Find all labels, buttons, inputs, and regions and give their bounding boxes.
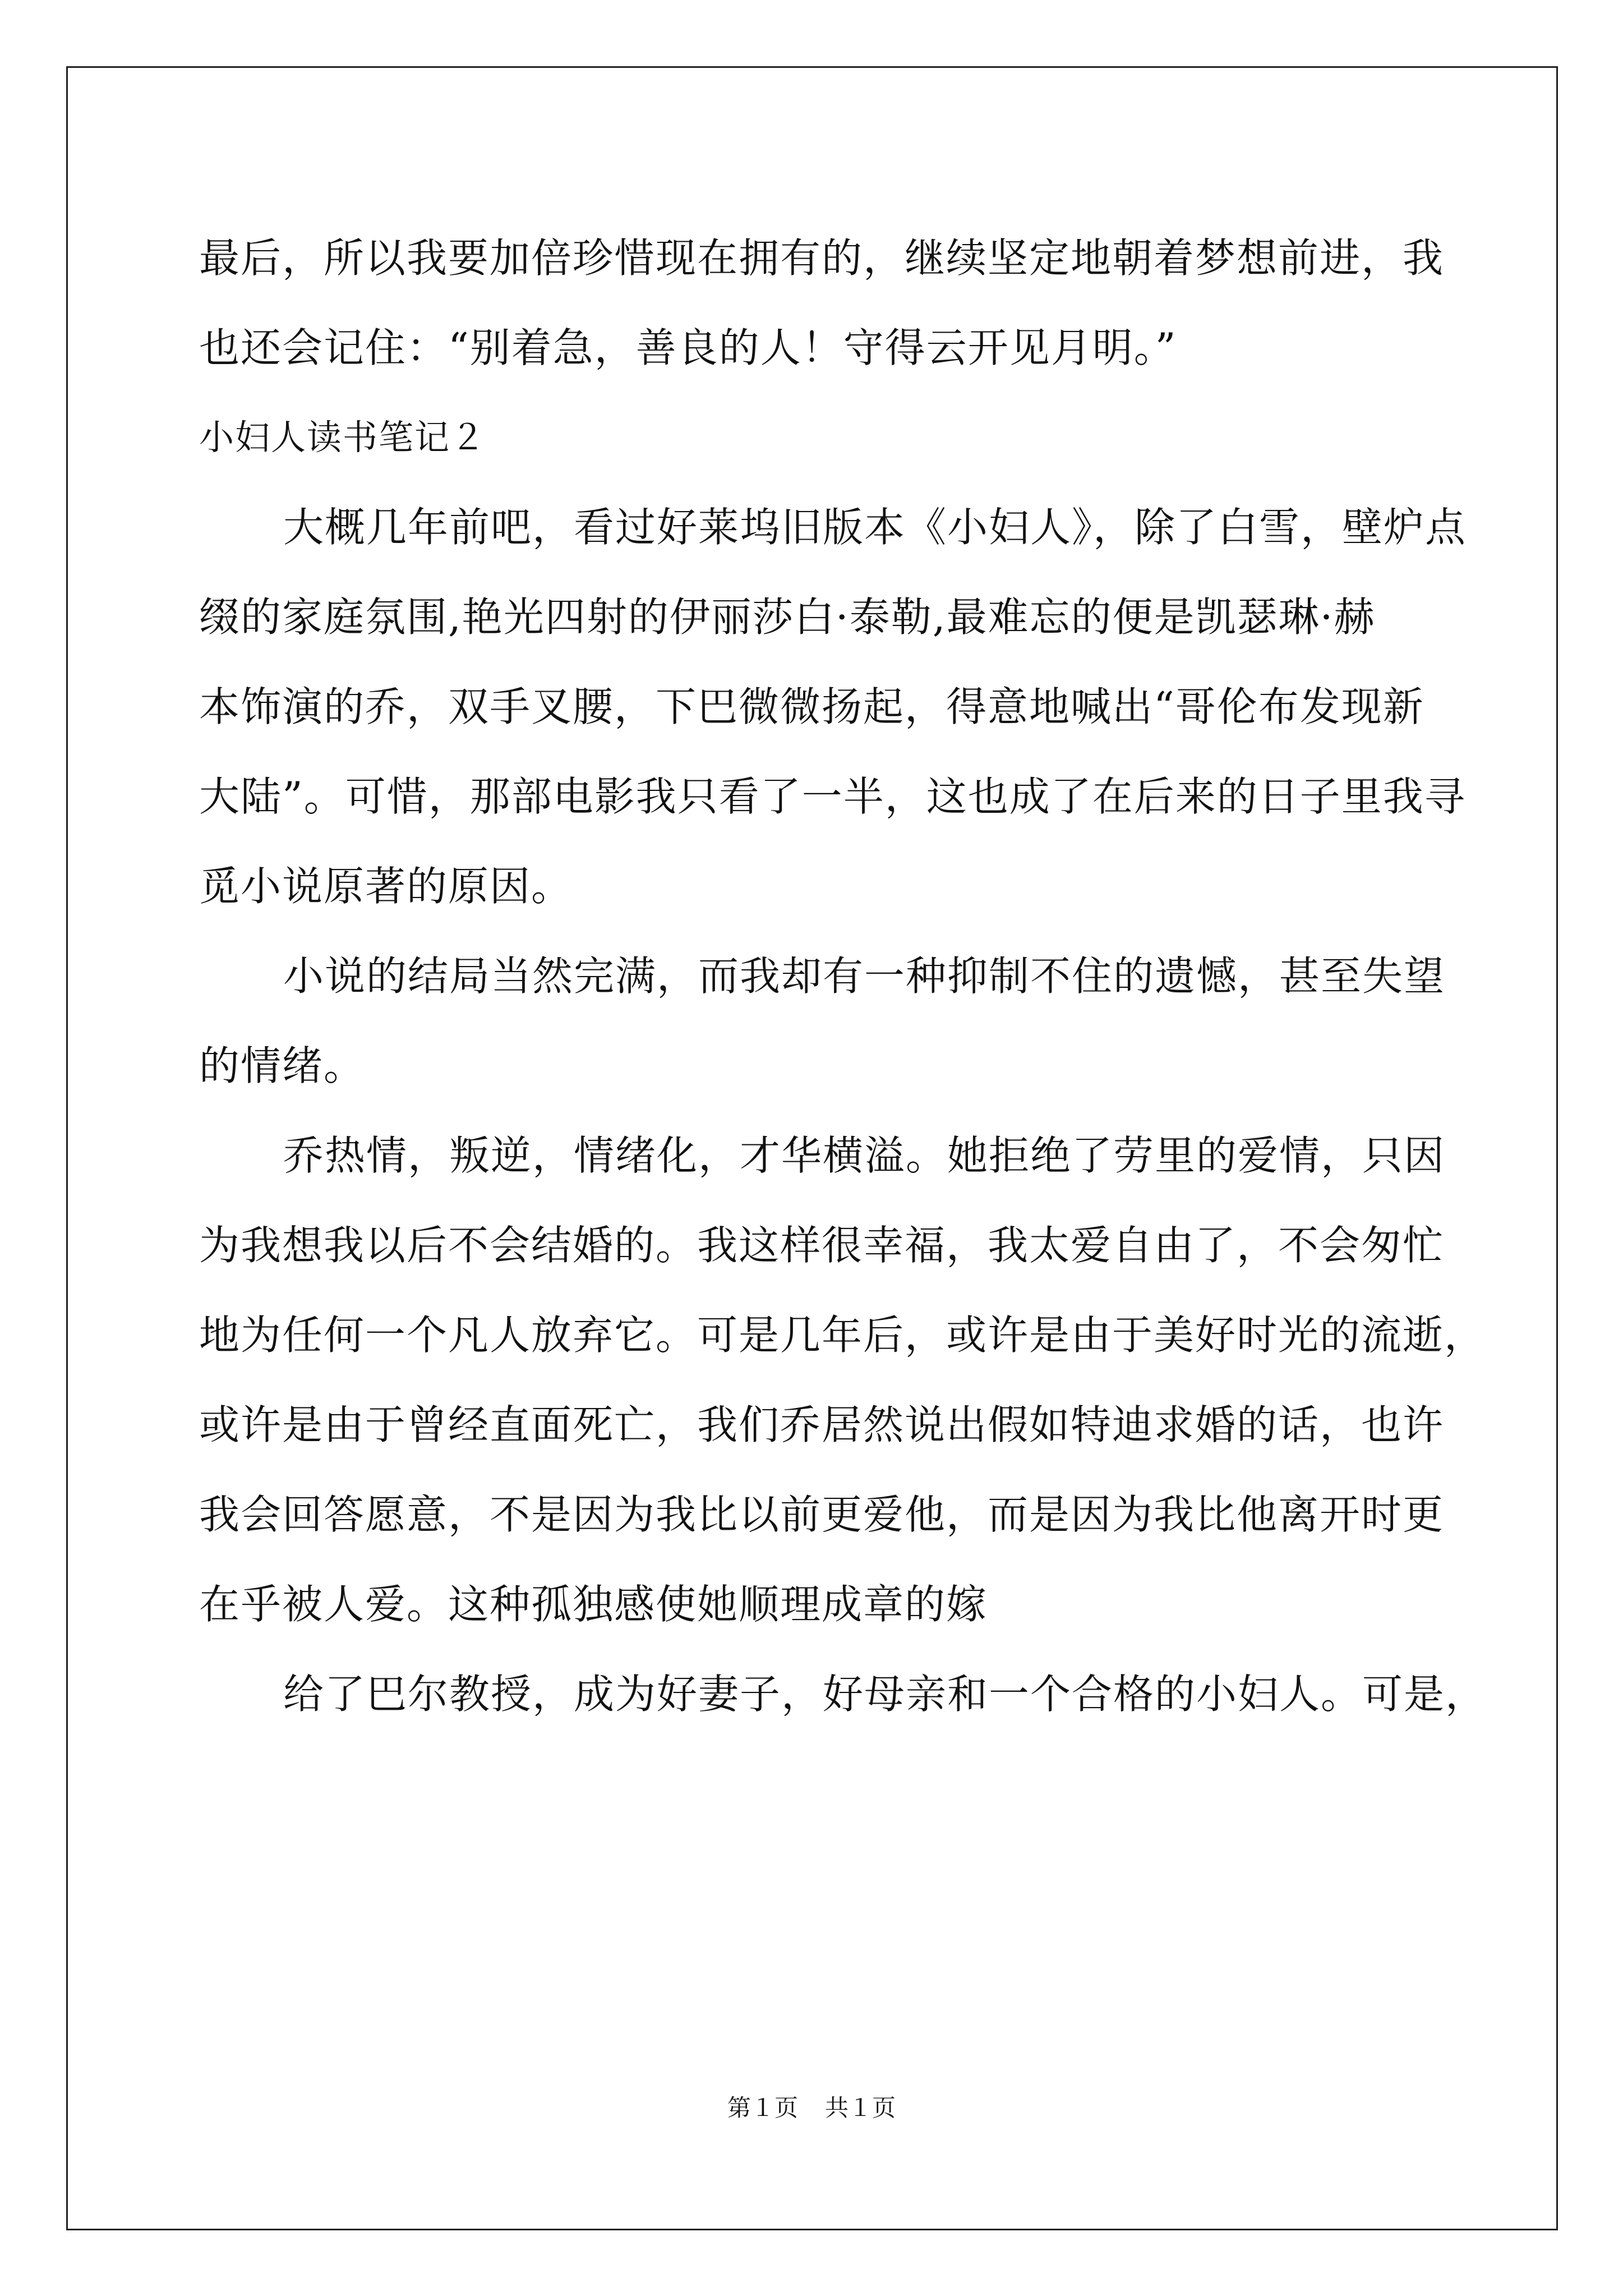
text-line-4: 大概几年前吧，看过好莱坞旧版本《小妇人》，除了白雪，壁炉点	[283, 504, 1467, 551]
text-line-12: 为我想我以后不会结婚的。我这样很幸福，我太爱自由了，不会匆忙	[199, 1222, 1445, 1269]
text-line-2: 也还会记住：“别着急，善良的人！守得云开见月明。”	[199, 324, 1177, 371]
document-body	[199, 213, 1487, 1739]
page-footer	[0, 2090, 1623, 2123]
text-line-1: 最后，所以我要加倍珍惜现在拥有的，继续坚定地朝着梦想前进，我	[199, 234, 1445, 282]
text-line-7: 大陆”。可惜，那部电影我只看了一半，这也成了在后来的日子里我寻	[199, 773, 1466, 820]
text-line-8: 觅小说原著的原因。	[199, 863, 573, 910]
page-number-current: 第１页	[727, 2094, 798, 2122]
text-line-6: 本饰演的乔，双手叉腰，下巴微微扬起，得意地喊出“哥伦布发现新	[199, 683, 1424, 730]
text-line-13: 地为任何一个凡人放弃它。可是几年后，或许是由于美好时光的流逝，	[199, 1312, 1486, 1359]
section-heading: 小妇人读书笔记２	[199, 417, 487, 458]
text-line-16: 在乎被人爱。这种孤独感使她顺理成章的嫁	[199, 1581, 988, 1628]
text-line-17: 给了巴尔教授，成为好妻子，好母亲和一个合格的小妇人。可是，	[283, 1671, 1487, 1718]
text-line-10: 的情绪。	[199, 1042, 366, 1089]
text-line-5: 缀的家庭氛围,艳光四射的伊丽莎白·泰勒,最难忘的便是凯瑟琳·赫	[199, 593, 1376, 641]
text-line-11: 乔热情，叛逆，情绪化，才华横溢。她拒绝了劳里的爱情，只因	[283, 1132, 1446, 1179]
text-line-14: 或许是由于曾经直面死亡，我们乔居然说出假如特迪求婚的话，也许	[199, 1401, 1445, 1448]
text-line-9: 小说的结局当然完满，而我却有一种抑制不住的遗憾，甚至失望	[283, 953, 1446, 1000]
text-line-15: 我会回答愿意，不是因为我比以前更爱他，而是因为我比他离开时更	[199, 1491, 1445, 1538]
page-number-total: 共１页	[825, 2094, 896, 2122]
